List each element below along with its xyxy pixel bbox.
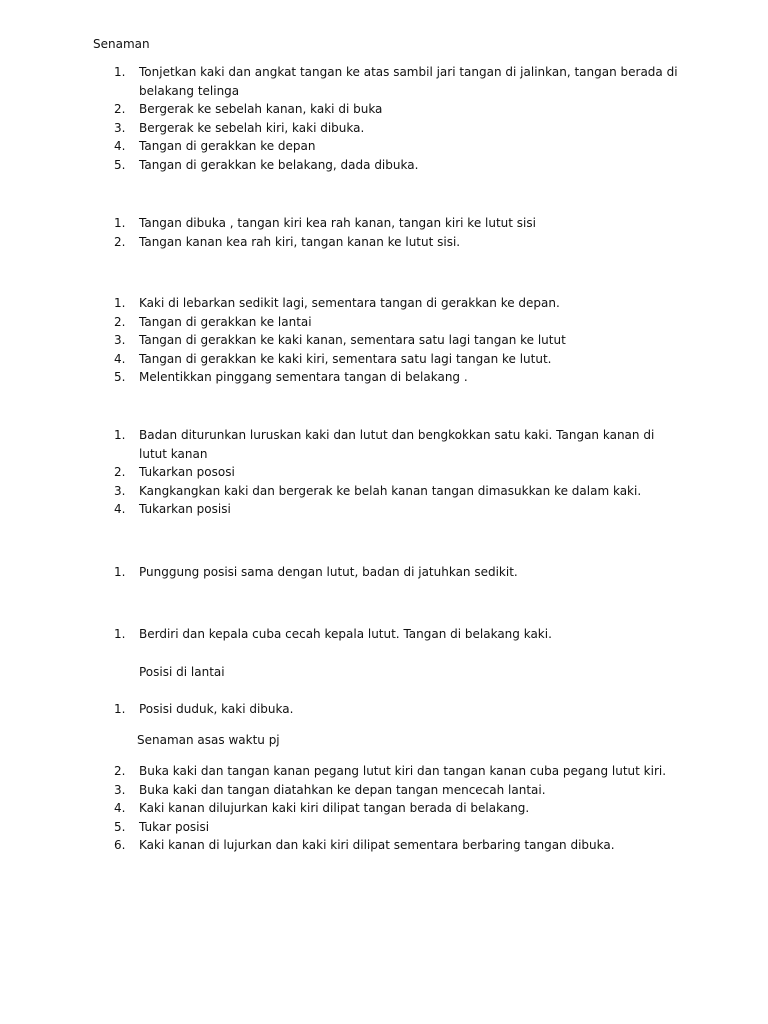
list-item [0,233,679,252]
item-text: Melentikkan pinggang sementara tangan di belakang . [139,370,468,385]
item-number: 1. [114,216,126,230]
item-text: Kangkangkan kaki dan bergerak ke belah kanan tangan dimasukkan ke dalam kaki. [139,483,642,498]
item-text: Tangan di gerakkan ke belakang, dada dibuka. [139,157,419,172]
section-heading-posisi-di-lantai: Posisi di lantai [139,665,225,679]
item-number: 1. [114,65,126,79]
item-number: 6. [114,838,126,853]
item-number: 1. [114,702,126,716]
list-item [0,331,679,350]
list-item [0,214,679,233]
list-item [0,625,679,644]
exercise-list-8 [0,762,679,855]
item-text: Berdiri dan kepala cuba cecah kepala lutut. Tangan di belakang kaki. [139,627,552,641]
item-number: 2. [114,234,126,249]
item-text: Tangan di gerakkan ke kaki kiri, sementara satu lagi tangan ke lutut. [139,351,552,366]
item-text: Tangan di gerakkan ke kaki kanan, sementara satu lagi tangan ke lutut [139,333,566,348]
item-number: 1. [114,627,126,641]
item-number: 4. [114,801,126,816]
item-number: 5. [114,819,126,834]
item-number: 3. [114,483,126,498]
list-item [0,781,679,800]
list-item [0,137,679,156]
item-number: 4. [114,139,126,154]
list-item [0,799,679,818]
list-item [0,500,679,519]
item-number: 1. [114,565,126,579]
item-number: 5. [114,370,126,385]
list-item [0,762,679,781]
list-item [0,482,679,501]
item-text: Kaki kanan dilujurkan kaki kiri dilipat tangan berada di belakang. [139,801,530,816]
section-heading-senaman-asas: Senaman asas waktu pj [137,733,280,747]
exercise-list-5 [0,563,679,582]
item-number: 1. [114,428,126,442]
item-number: 4. [114,502,126,517]
list-item [0,463,679,482]
exercise-list-1 [0,63,679,175]
list-item [0,100,679,119]
item-number: 1. [114,296,126,310]
list-item [0,563,679,582]
list-item [0,119,679,138]
exercise-list-7 [0,700,679,719]
list-item [0,63,679,100]
item-number: 2. [114,465,126,480]
item-number: 2. [114,764,126,778]
exercise-list-4 [0,426,679,519]
item-text: Buka kaki dan tangan kanan pegang lutut kiri dan tangan kanan cuba pegang lutut kiri. [139,764,667,778]
item-text: Badan diturunkan luruskan kaki dan lutut dan bengkokkan satu kaki. Tangan kanan di lutut kanan [139,428,655,461]
item-text: Tonjetkan kaki dan angkat tangan ke atas sambil jari tangan di jalinkan, tangan berada di belakang telinga [139,65,678,98]
item-number: 2. [114,102,126,117]
list-item [0,426,679,463]
item-text: Tukar posisi [139,819,210,834]
item-number: 3. [114,120,126,135]
item-text: Tangan kanan kea rah kiri, tangan kanan ke lutut sisi. [139,234,461,249]
exercise-list-2 [0,214,679,251]
list-item [0,818,679,837]
item-text: Kaki di lebarkan sedikit lagi, sementara tangan di gerakkan ke depan. [139,296,560,310]
item-text: Posisi duduk, kaki dibuka. [139,702,294,716]
list-item [0,700,679,719]
list-item [0,350,679,369]
item-number: 2. [114,314,126,329]
item-text: Tangan dibuka , tangan kiri kea rah kanan, tangan kiri ke lutut sisi [139,216,536,230]
item-number: 4. [114,351,126,366]
item-text: Tukarkan pososi [139,465,235,480]
item-text: Buka kaki dan tangan diatahkan ke depan tangan mencecah lantai. [139,782,546,797]
list-item [0,368,679,387]
item-number: 5. [114,157,126,172]
exercise-list-3 [0,294,679,387]
item-text: Punggung posisi sama dengan lutut, badan di jatuhkan sedikit. [139,565,518,579]
exercise-list-6 [0,625,679,644]
list-item [0,313,679,332]
list-item [0,836,679,855]
list-item [0,156,679,175]
item-text: Kaki kanan di lujurkan dan kaki kiri dilipat sementara berbaring tangan dibuka. [139,838,615,853]
list-item [0,294,679,313]
item-text: Tangan di gerakkan ke lantai [139,314,312,329]
item-number: 3. [114,333,126,348]
item-text: Tukarkan posisi [139,502,231,517]
item-text: Bergerak ke sebelah kanan, kaki di buka [139,102,383,117]
document-title: Senaman [93,37,150,51]
item-number: 3. [114,782,126,797]
item-text: Tangan di gerakkan ke depan [139,139,316,154]
item-text: Bergerak ke sebelah kiri, kaki dibuka. [139,120,365,135]
